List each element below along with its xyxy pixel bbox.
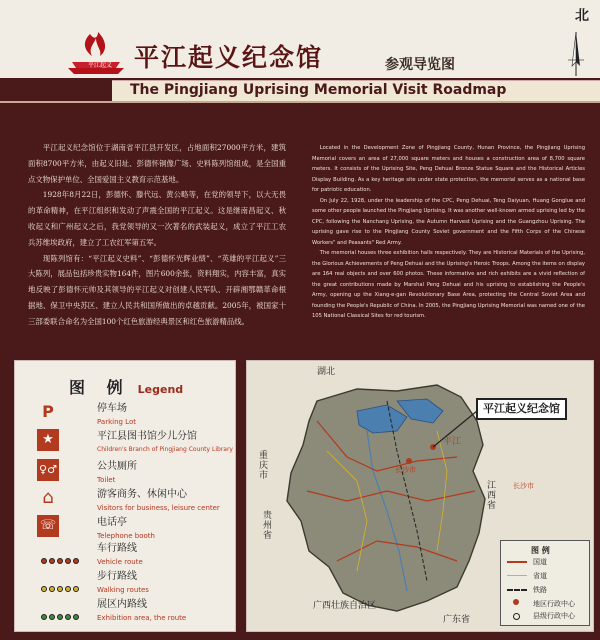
legend-label-en: Telephone booth [97, 532, 155, 540]
intro-cn-paragraph: 1928年8月22日，彭德怀、滕代远、黄公略等，在党的领导下，以大无畏的革命精神，在平江组织和发动了声震全国的平江起义。这是继南昌起义、秋收起义和广州起义之后，我党领导的又一次著名的武装起义，成立了平江工农兵苏维埃政府，建立了工农红军第五军。 [28, 190, 286, 247]
map-legend [500, 540, 590, 626]
telephone-icon: ☏ [37, 515, 59, 537]
legend-label-en: Vehicle route [97, 558, 143, 566]
page-title: 平江起义纪念馆 [134, 43, 324, 72]
map-legend-row: 地区行政中心 [533, 600, 575, 608]
toilet-icon: ♀♂ [37, 459, 59, 481]
parking-icon: P [42, 402, 54, 421]
star-icon: ★ [37, 429, 59, 451]
legend-title-en: Legend [137, 383, 184, 396]
legend-label-cn: 电话亭 [97, 517, 127, 528]
legend-label-cn: 步行路线 [97, 571, 137, 582]
legend-label-en: Parking Lot [97, 418, 136, 426]
map-label: 广东省 [443, 615, 471, 625]
intro-cn-paragraph: 平江起义纪念馆位于湖南省平江县开发区，占地面积27000平方米，建筑面积8700平方米，由起义旧址、彭德怀铜像广场、史料陈列馆组成，是全国重点文物保护单位、全国爱国主义教育示范基地。 [28, 143, 286, 184]
banner-title-en: The Pingjiang Uprising Memorial Visit Roadmap [130, 82, 507, 98]
map-label: 江西省 [487, 481, 497, 511]
divider [0, 101, 600, 103]
legend-title-cn: 图 例 [69, 378, 131, 397]
legend-label-cn: 游客商务、休闲中心 [97, 489, 187, 500]
legend-label-cn: 车行路线 [97, 543, 137, 554]
page-subtitle: 参观导览图 [385, 57, 455, 73]
intro-en-paragraph: On July 22, 1928, under the leadership of the CPC, Peng Dehuai, Teng Daiyuan, Huang Gonglue and some other people launched the Pingjiang Uprising. It was another well-known armed uprising led by the CPC, following the Nanchang Uprising, the Autumn Harvest Uprising and the Guangzhou Uprising. The uprising gave rise to the Pingjiang County Soviet government and the Fifth Corps of the Chinese Workers" and Peasants" Red Army. [312, 197, 585, 246]
legend-label-cn: 展区内路线 [97, 599, 147, 610]
north-label: 北 [575, 8, 589, 24]
map-label: 广西壮族自治区 [313, 601, 377, 611]
map-label: 长沙市 [513, 482, 534, 490]
intro-cn-paragraph: 现陈列馆有：“平江起义史料”、“彭德怀光辉业绩”、“英雄的平江起义”三大陈列，展品包括珍贵实物164件，图片600余张，资料翔实，内容丰富，真实地反映了彭德怀元帅及其领导的平江起义对创建人民军队、开辟湘鄂赣革命根据地、保卫中央苏区、建立人民共和国所做出的卓越贡献。2005年，被国家十三部委联合命名为全国100个红色旅游经典景区和红色旅游精品线。 [28, 253, 286, 326]
legend-panel [14, 360, 236, 632]
legend-label-en: Visitors for business, leisure center [97, 504, 220, 512]
legend-label-en: Toilet [97, 476, 116, 484]
memorial-callout: 平江起义纪念馆 [476, 398, 567, 420]
map-label: 平江 [443, 437, 462, 447]
map-legend-title: 图 例 [531, 546, 550, 555]
map-label: 湖北 [317, 367, 336, 377]
vehicle-route-icon [41, 549, 91, 555]
map-label: 长沙市 [395, 466, 416, 474]
legend-label-cn: 公共厕所 [97, 461, 137, 472]
flame-logo-icon [66, 28, 126, 76]
map-legend-row: 国道 [533, 558, 547, 566]
legend-label-en: Children's Branch of Pingjiang County Library [97, 446, 233, 453]
legend-label-cn: 平江县图书馆少儿分馆 [97, 431, 197, 442]
walking-route-icon [41, 577, 91, 583]
svg-text:平江起义: 平江起义 [88, 62, 113, 69]
intro-en-paragraph: Located in the Development Zone of Pingjiang County, Hunan Province, the Pingjiang Uprising Memorial covers an area of 27,000 square meters and houses a construction area of 8,700 square meters. It consists of the Uprising Site, Peng Dehuai Bronze Statue Square and the Historical Articles Display Building. As a key heritage site under state protection, the memorial serves as a national base for patriotic education. [312, 145, 585, 193]
legend-label-en: Exhibition area, the route [97, 614, 187, 622]
legend-label-cn: 停车场 [97, 403, 127, 414]
map-legend-row: 省道 [533, 572, 547, 580]
map-label: 贵州省 [263, 511, 273, 541]
home-icon: ⌂ [42, 487, 54, 508]
legend-label-en: Walking routes [97, 586, 149, 594]
map-label: 重庆市 [259, 451, 269, 481]
intro-en-paragraph: The memorial houses three exhibition halls respectively. They are Historical Materials of the Uprising, the Glorious Achievements of Peng Dehuai and the Uprising's Heroic Troops. Among the items on display are 164 real objects and over 600 photos. These informative and rich exhibits are a vivid reflection of the great contributions made by Marshal Peng Dehuai and his uprising to establishing the People's Army, opening up the Xiang-e-gan Revolutionary Base Area, protecting the Central Soviet Area and founding the People's Republic of China. In 2005, the Pingjiang Uprising Memorial was named one of the 105 National Classical Sites for red tourism. [312, 250, 585, 319]
legend-title [69, 375, 183, 398]
map-legend-row: 铁路 [533, 586, 547, 594]
intro-english [312, 143, 585, 322]
intro-chinese [28, 140, 286, 330]
exhibition-route-icon [41, 605, 91, 611]
map-legend-row: 县级行政中心 [533, 612, 575, 620]
